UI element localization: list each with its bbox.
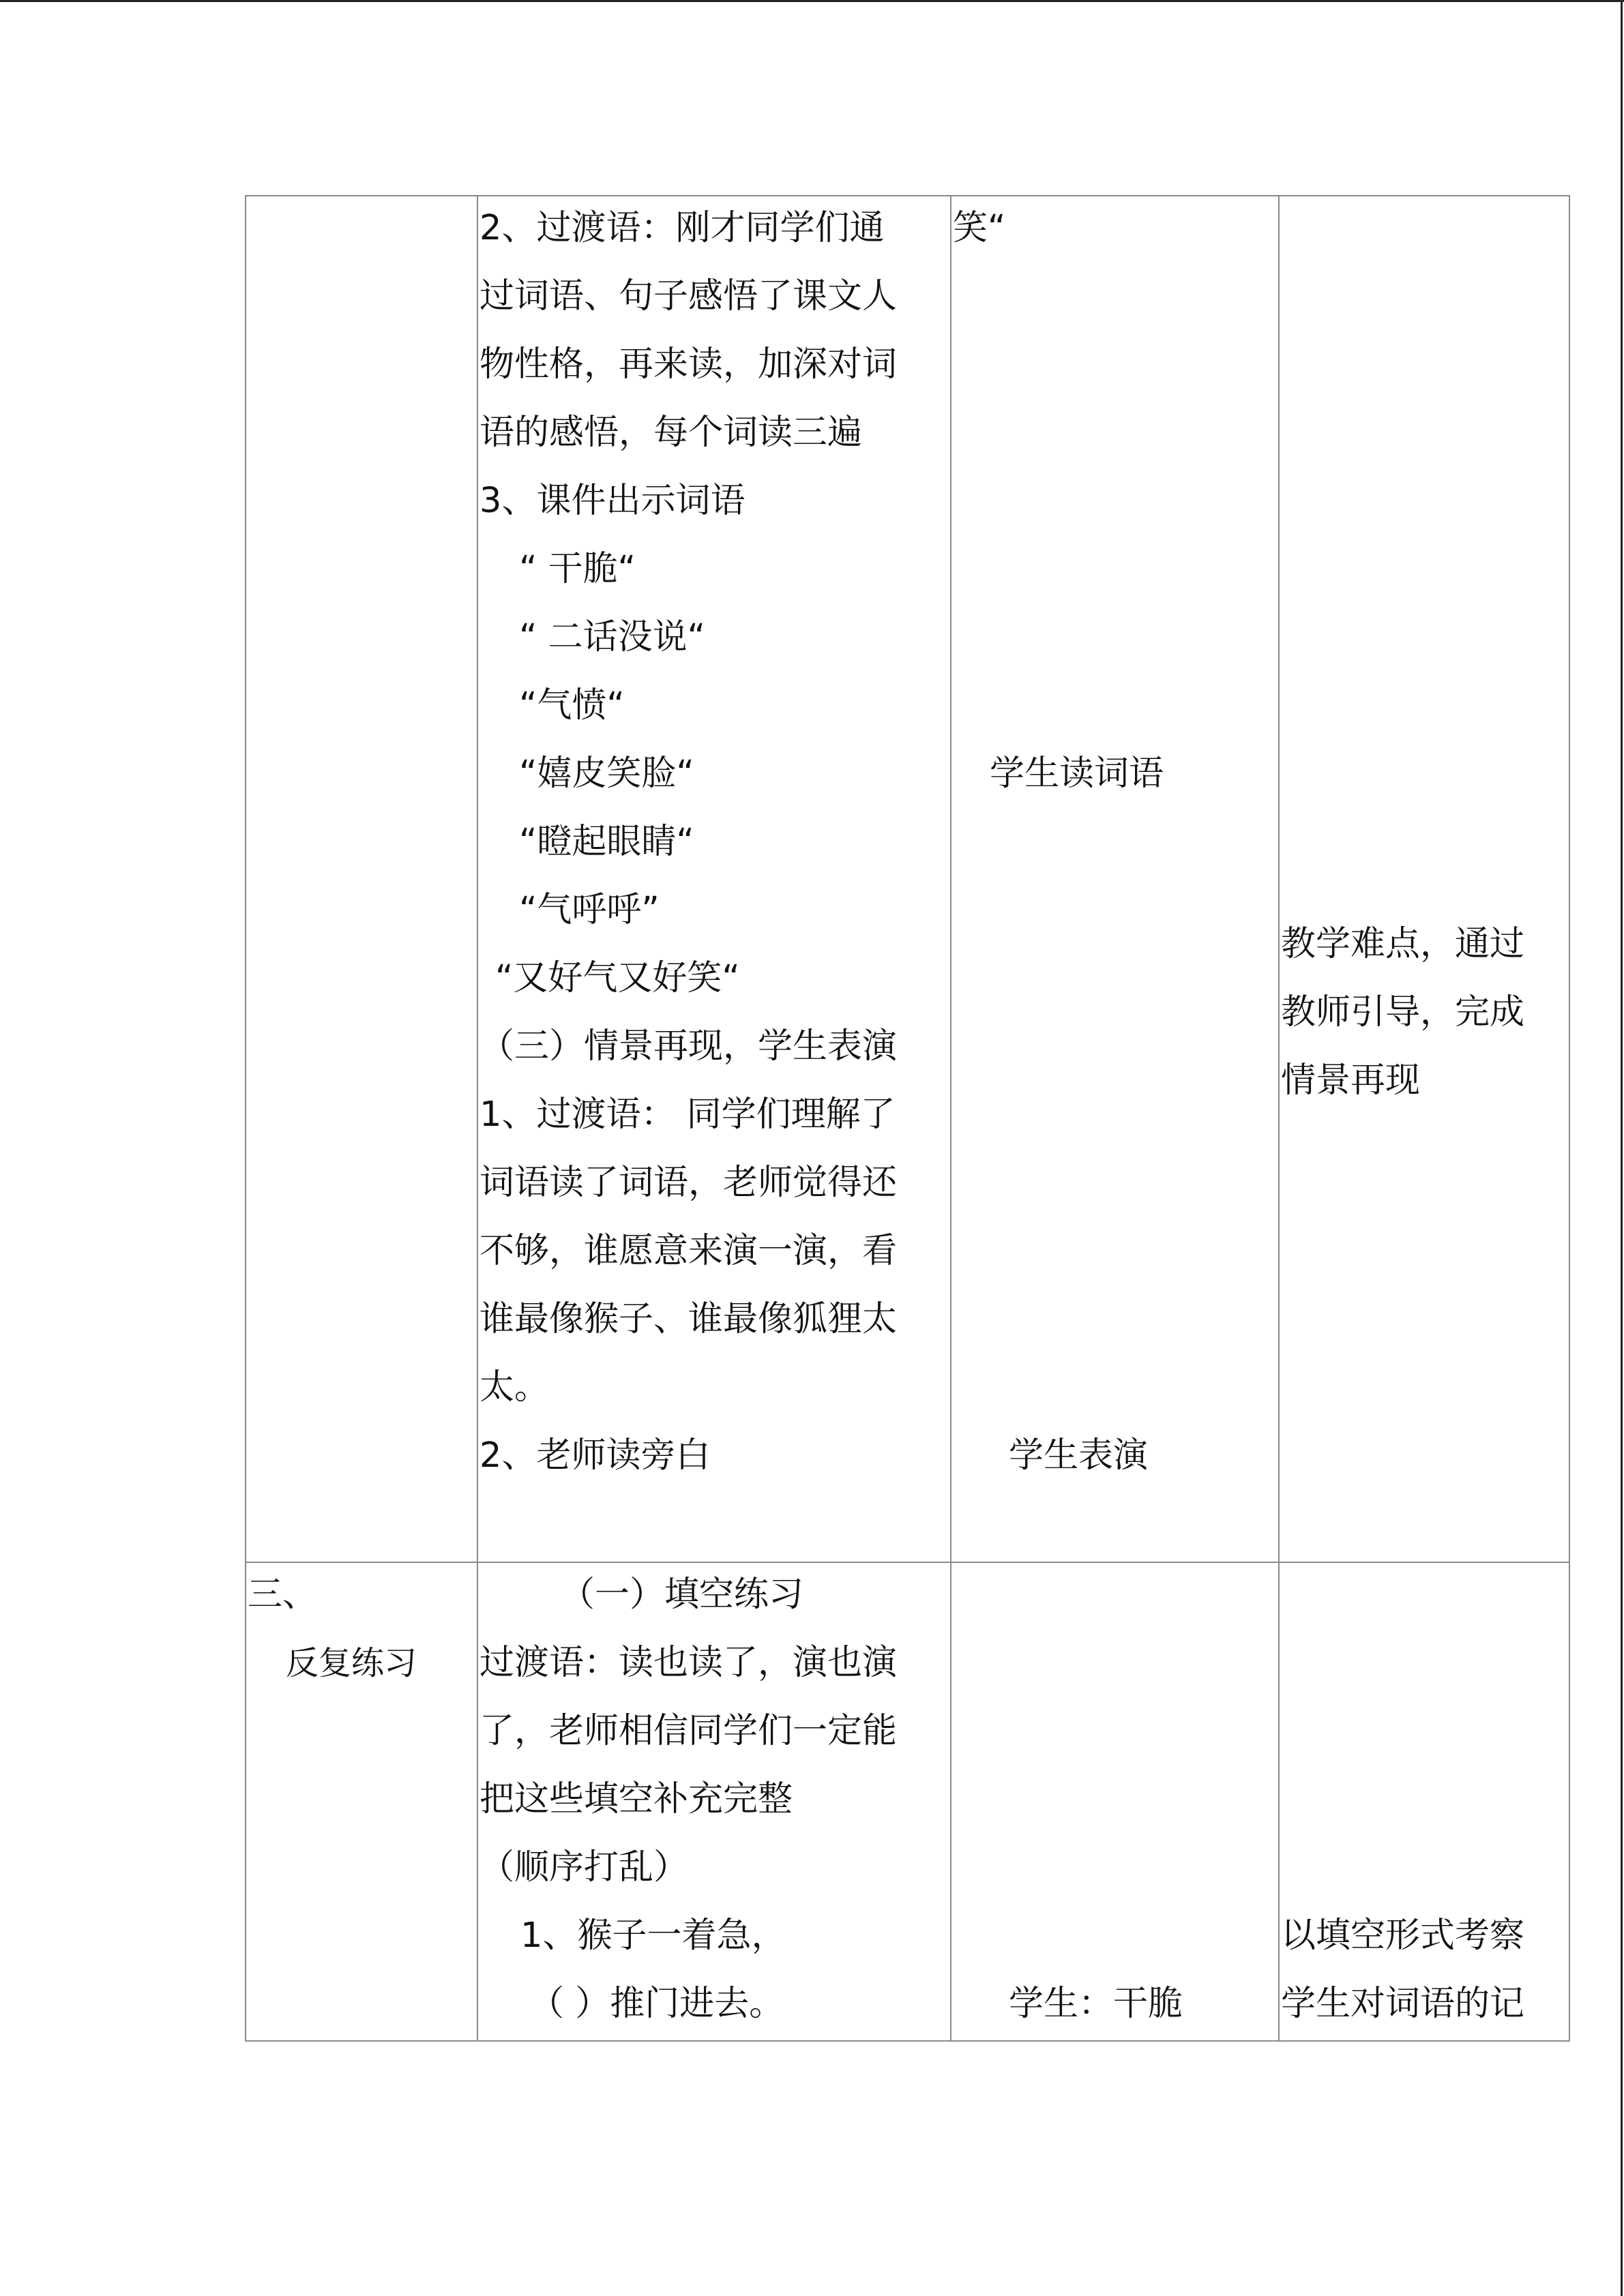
activity-line: 把这些填空补充完整 xyxy=(479,1779,793,1819)
activity-line: 物性格，再来读，加深对词 xyxy=(479,344,898,385)
note-line: 情景再现 xyxy=(1281,1060,1421,1101)
teacher-activity-cell xyxy=(477,196,951,1562)
student-activity-cell xyxy=(951,196,1279,1562)
exercise-item: 1、猴子一着急， xyxy=(520,1915,786,1956)
page-right-border xyxy=(1621,0,1623,2296)
note-line: 教学难点，通过 xyxy=(1281,924,1525,964)
table-row xyxy=(246,1562,1569,2041)
section-heading: （三）情景再现，学生表演 xyxy=(479,1026,898,1067)
note-line: 以填空形式考察 xyxy=(1281,1915,1525,1956)
activity-line: 了，老师相信同学们一定能 xyxy=(479,1711,898,1751)
word-item: “ 二话没说“ xyxy=(519,617,706,657)
exercise-blank: （ ）推门进去。 xyxy=(529,1984,784,2024)
word-item: “气愤“ xyxy=(519,685,625,726)
activity-line: 词语读了词语，老师觉得还 xyxy=(479,1163,898,1203)
activity-line: 1、过渡语： 同学们理解了 xyxy=(479,1094,896,1135)
student-line: 学生表演 xyxy=(1009,1435,1149,1476)
section-heading: （一）填空练习 xyxy=(560,1575,804,1615)
student-line: 学生读词语 xyxy=(990,754,1164,794)
activity-line: 太。 xyxy=(479,1367,550,1407)
activity-line: 过词语、句子感悟了课文人 xyxy=(479,276,898,316)
student-line: 学生：干脆 xyxy=(1009,1984,1183,2024)
activity-line: （顺序打乱） xyxy=(479,1847,689,1888)
teacher-activity-cell xyxy=(477,1562,951,2041)
word-item: “ 干脆“ xyxy=(519,549,636,589)
word-item: “瞪起眼睛“ xyxy=(519,822,694,862)
word-item: “又好气又好笑“ xyxy=(495,958,740,998)
activity-line: 语的感悟，每个词读三遍 xyxy=(479,413,863,453)
lesson-plan-table xyxy=(245,195,1570,2042)
design-intent-cell xyxy=(1279,1562,1569,2041)
stage-cell xyxy=(246,1562,477,2041)
note-line: 学生对词语的记 xyxy=(1281,1984,1525,2024)
activity-line: 2、过渡语：刚才同学们通 xyxy=(479,208,885,248)
student-activity-cell xyxy=(951,1562,1279,2041)
student-line: 笑“ xyxy=(953,208,1006,248)
word-item: “气呼呼” xyxy=(519,890,660,930)
activity-line: 过渡语：读也读了，演也演 xyxy=(479,1643,898,1683)
activity-line: 谁最像猴子、谁最像狐狸太 xyxy=(479,1299,898,1339)
activity-line: 2、老师读旁白 xyxy=(479,1435,711,1476)
stage-name: 反复练习 xyxy=(286,1644,417,1682)
table-row xyxy=(246,196,1569,1562)
design-intent-cell xyxy=(1279,196,1569,1562)
stage-number: 三、 xyxy=(248,1575,318,1615)
stage-cell xyxy=(246,196,477,1562)
page-top-border xyxy=(0,0,1624,2)
activity-line: 不够，谁愿意来演一演，看 xyxy=(479,1231,898,1271)
activity-line: 3、课件出示词语 xyxy=(479,481,745,521)
note-line: 教师引导，完成 xyxy=(1281,992,1525,1032)
word-item: “嬉皮笑脸“ xyxy=(519,754,694,794)
